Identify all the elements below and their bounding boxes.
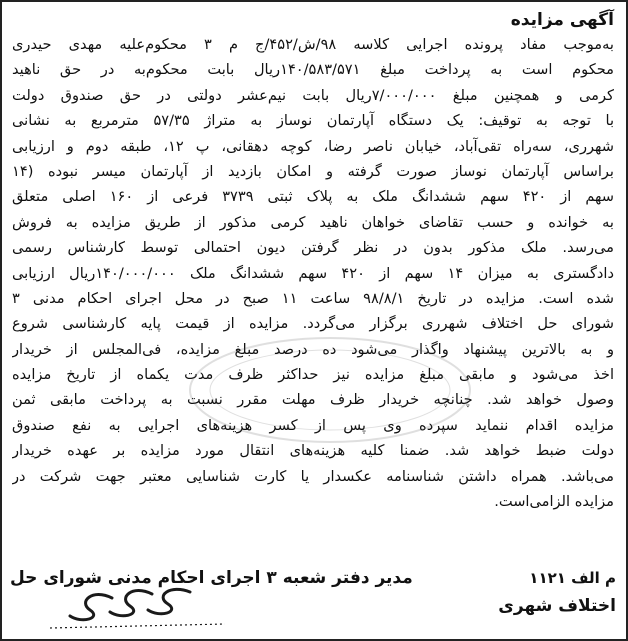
notice-line: دولت ضبط خواهد شد. ضمنا کلیه هزینه‌های انتقال مورد مزایده بر عهده خریدار xyxy=(12,442,614,460)
notice-line: با توجه به توقیف: یک دستگاه آپارتمان نوساز به متراژ ۵۷/۳۵ مترمربع به نشانی xyxy=(12,112,614,130)
reference-number: م الف ۱۱۲۱ xyxy=(529,569,616,587)
notice-line: شهرری، سه‌راه تقی‌آباد، خیابان ناصر رضا، کوچه دهقانی، پ ۱۲، طبقه دوم و ارزیابی xyxy=(12,137,614,155)
notice-line: شورای حل اختلاف شهرری برگزار می‌گردد. مزایده از قیمت پایه کارشناسی شروع xyxy=(12,315,614,333)
notice-line: اخذ می‌شود و مابقی مبلغ مزایده نیز حداکثر ظرف مدت یکماه از تاریخ مزایده xyxy=(12,366,614,384)
notice-line: محکوم است به پرداخت مبلغ ۱۴۰/۵۸۳/۵۷۱ریال بابت محکوم‌به در حق ناهید xyxy=(12,61,614,79)
notice-line: کرمی و همچنین مبلغ ۷/۰۰۰/۰۰۰ریال بابت نیم‌عشر دولتی در حق صندوق دولت xyxy=(12,86,614,104)
notice-line: و به بالاترین پیشنهاد واگذار می‌شود ده درصد مبلغ مزایده، فی‌المجلس از خریدار xyxy=(12,340,614,358)
notice-line: دادگستری به میزان ۱۴ سهم از ۴۲۰ سهم ششدانگ ملک ۱۴۰/۰۰۰/۰۰۰ریال ارزیابی xyxy=(12,264,614,282)
signer-title: مدیر دفتر شعبه ۳ اجرای احکام مدنی شورای حل xyxy=(10,568,413,588)
notice-line: به خوانده و حسب تقاضای خواهان ناهید کرمی مذکور از طریق مزایده به فروش xyxy=(12,213,614,231)
notice-line: شده است. مزایده در تاریخ ۹۸/۸/۱ ساعت ۱۱ صبح در محل اجرای احکام مدنی ۳ xyxy=(12,289,614,307)
signer-title-continued: اختلاف شهری xyxy=(498,596,616,616)
notice-line: وصول خواهد شد. چنانچه خریدار ظرف مهلت مقرر نسبت به پرداخت مابقی ثمن xyxy=(12,391,614,409)
notice-line: براساس آپارتمان نوساز صورت گرفته و امکان بازدید از آپارتمان میسر نبوده (۱۴ xyxy=(12,162,614,180)
notice-line: مزایده اقدام ننماید سپرده وی پس از کسر هزینه‌های اجرایی به نفع صندوق xyxy=(12,416,614,434)
notice-line: سهم از ۴۲۰ سهم ششدانگ ملک به پلاک ثبتی ۳۷۳۹ فرعی از ۱۶۰ اصلی متعلق xyxy=(12,188,614,206)
handwritten-signature xyxy=(40,574,230,634)
notice-line: می‌رسد. ملک مذکور بدون در نظر گرفتن دیون احتمالی توسط کارشناس رسمی xyxy=(12,239,614,257)
notice-line: به‌موجب مفاد پرونده اجرایی کلاسه ۹۸/ش/۴۵۲/ج م ۳ محکوم‌علیه مهدی حیدری xyxy=(12,36,614,53)
notice-title: آگهی مزایده xyxy=(510,10,614,30)
notice-line: می‌باشد. همراه داشتن شناسنامه عکسدار یا کارت شناسایی معتبر جهت شرکت در xyxy=(12,467,614,485)
notice-line: مزایده الزامی‌است. xyxy=(494,493,614,511)
notice-body xyxy=(12,32,614,514)
